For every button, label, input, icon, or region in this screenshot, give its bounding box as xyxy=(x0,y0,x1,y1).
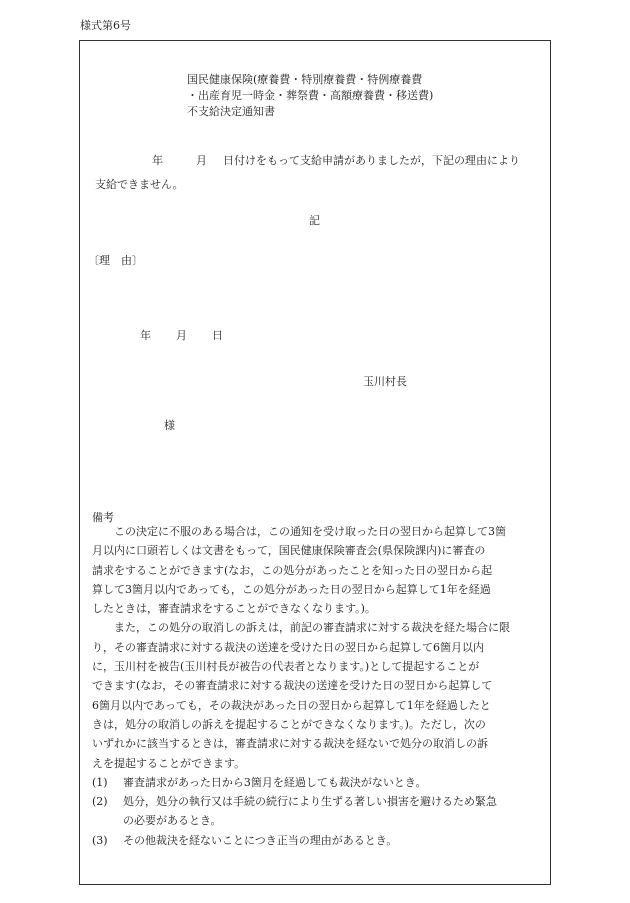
remarks-line: 月以内に口頭若しくは文書をもって，国民健康保険審査会(県保険課内)に審査の xyxy=(92,544,486,558)
item-text: その他裁決を経ないことにつき正当の理由があるとき。 xyxy=(123,833,398,847)
remarks-line: したときは，審査請求をすることができなくなります。)。 xyxy=(92,602,376,616)
remarks-line: 算して3箇月以内であっても，この処分があった日の翌日から起算して1年を経過 xyxy=(92,582,491,596)
remarks-line: いずれかに該当するときは，審査請求に対する裁決を経ないで処分の取消しの訴 xyxy=(92,737,488,751)
item-text: 審査請求があった日から3箇月を経過しても裁決がないとき。 xyxy=(123,775,427,789)
issue-month-label: 月 xyxy=(176,329,187,342)
issue-day-label: 日 xyxy=(212,329,223,342)
remarks-item-2-continued: の必要があるとき。 xyxy=(123,814,222,828)
remarks-line: 請求をすることができます(なお，この処分があったことを知った日の翌日から起 xyxy=(92,563,493,577)
item-number: (2) xyxy=(92,795,108,809)
title-line-1: 国民健康保険(療養費・特別療養費・特例療養費 xyxy=(187,73,423,86)
remarks-item-3 xyxy=(92,831,537,850)
intro-month-label: 月 xyxy=(196,154,207,167)
remarks-line: り，その審査請求に対する裁決の送達を受けた日の翌日から起算して6箇月以内 xyxy=(92,640,484,654)
issuer-name: 玉川村長 xyxy=(363,375,407,388)
remarks-line: に，玉川村を被告(玉川村長が被告の代表者となります。)として提起することが xyxy=(92,660,480,674)
notice-title xyxy=(187,72,433,120)
issue-year-label: 年 xyxy=(140,329,151,342)
issue-date xyxy=(140,327,223,343)
remarks-item-2 xyxy=(92,792,537,811)
remarks-line: きは，処分の取消しの訴えを提起することができなくなります。)。ただし，次の xyxy=(92,717,486,731)
remarks-heading: 備考 xyxy=(92,511,114,524)
item-number: (1) xyxy=(92,775,108,789)
remarks-line: また，この処分の取消しの訴えは，前記の審査請求に対する裁決を経た場合に限 xyxy=(114,621,510,635)
remarks-item-1 xyxy=(92,773,537,792)
item-number: (3) xyxy=(92,833,108,847)
intro-text: 日付けをもって支給申請がありましたが，下記の理由により xyxy=(223,154,520,167)
title-line-3: 不支給決定通知書 xyxy=(187,105,275,118)
form-number: 様式第6号 xyxy=(80,19,131,32)
remarks-body xyxy=(92,522,537,850)
addressee-suffix: 様 xyxy=(164,419,175,432)
remarks-line: えを提起することができます。 xyxy=(92,756,246,770)
reason-label: 〔理 由〕 xyxy=(88,254,143,267)
remarks-line: この決定に不服のある場合は，この通知を受け取った日の翌日から起算して3箇 xyxy=(114,525,506,538)
intro-line-2: 支給できません。 xyxy=(95,178,184,191)
ki-heading: 記 xyxy=(309,214,320,227)
remarks-line: できます(なお，その審査請求に対する裁決の送達を受けた日の翌日から起算して xyxy=(92,679,493,693)
remarks-line: 6箇月以内であっても，その裁決があった日の翌日から起算して1年を経過したと xyxy=(92,698,491,712)
title-line-2: ・出産育児一時金・葬祭費・高額療養費・移送費) xyxy=(187,89,434,102)
intro-year-label: 年 xyxy=(152,154,163,167)
item-text: 処分，処分の執行又は手続の続行により生ずる著しい損害を避けるため緊急 xyxy=(123,795,497,809)
